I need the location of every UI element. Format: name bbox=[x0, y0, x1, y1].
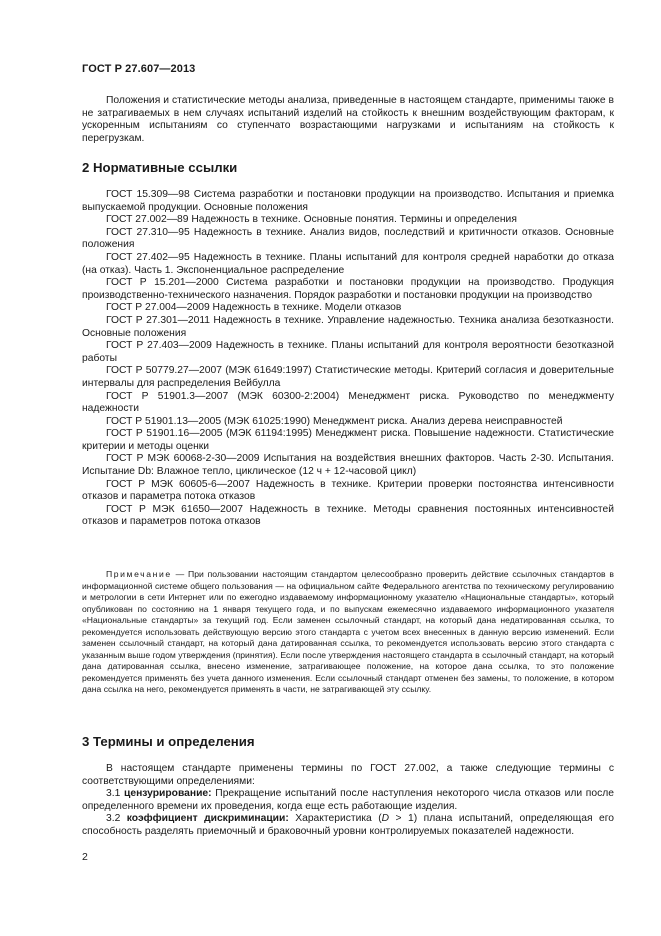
section-3-title: 3 Термины и определения bbox=[82, 734, 255, 749]
section-2-heading-block bbox=[82, 160, 614, 175]
page-number: 2 bbox=[82, 851, 88, 863]
terms-intro: В настоящем стандарте применены термины по ГОСТ 27.002, а также следующие термины с соответствующими определениями: bbox=[82, 763, 614, 787]
document-header: ГОСТ Р 27.607—2013 bbox=[82, 63, 196, 75]
ref-item: ГОСТ Р МЭК 60605-6—2007 Надежность в технике. Критерии проверки постоянства интенсивности отказов и параметра потока отказов bbox=[82, 478, 614, 503]
term-number: 3.2 bbox=[106, 813, 121, 825]
ref-item: ГОСТ Р 27.004—2009 Надежность в технике. Модели отказов bbox=[106, 302, 402, 314]
ref-item: ГОСТ Р 27.301—2011 Надежность в технике. Управление надежностью. Техника анализа безотказности. Основные положения bbox=[82, 314, 614, 339]
intro-block bbox=[82, 95, 614, 145]
ref-item: ГОСТ 27.402—95 Надежность в технике. Планы испытаний для контроля средней наработки до отказа (на отказ). Часть 1. Экспоненциальное распределение bbox=[82, 251, 614, 276]
references-list bbox=[82, 189, 614, 529]
ref-item: ГОСТ 27.002—89 Надежность в технике. Основные понятия. Термины и определения bbox=[106, 214, 517, 226]
section-2-title: 2 Нормативные ссылки bbox=[82, 160, 238, 175]
ref-item: ГОСТ Р 27.403—2009 Надежность в технике. Планы испытаний для контроля вероятности безотказной работы bbox=[82, 340, 614, 364]
intro-paragraph: Положения и статистические методы анализа, приведенные в настоящем стандарте, применимы также в не затрагиваемых в нем случаях испытаний изделий на стойкость к внешним воздействующим факторам, к ускоренным испытаниям со ступенчато возрастающими нагрузками и испытаниям на стойкость к перегрузкам. bbox=[82, 95, 614, 144]
note-text: — При пользовании настоящим стандартом целесообразно проверить действие ссылочных стандартов в информационной системе общего пользования — на официальном сайте Федерального агентства по техническому регулированию и метрологии в сети Интернет или по ежегодно издаваемому информационному указателю «Национальные стандарты», который опубликован по состоянию на 1 января текущего года, и по выпускам ежемесячно издаваемого информационного указателя «Национальные стандарты» за текущий год. Если заменен ссылочный стандарт, на который дана недатированная ссылка, то рекомендуется использовать действующую версию этого стандарта с учетом всех внесенных в данную версию изменений. Если заменен ссылочный стандарт, на который дана датированная ссылка, то рекомендуется использовать версию этого стандарта с указанным выше годом утверждения (принятия). Если после утверждения настоящего стандарта в ссылочный стандарт, на который дана датированная ссылка, внесено изменение, затрагивающее положение, на которое дана ссылка, то это положение рекомендуется применять без учета данного изменения. Если ссылочный стандарт отменен без замены, то положение, в котором дана ссылка на него, рекомендуется применять в части, не затрагивающей эту ссылку. bbox=[82, 569, 615, 694]
ref-item: ГОСТ Р 51901.16—2005 (МЭК 61194:1995) Менеджмент риска. Повышение надежности. Статистические критерии и методы оценки bbox=[82, 428, 614, 452]
ref-item: ГОСТ Р 15.201—2000 Система разработки и постановки продукции на производство. Продукция производственно-технического назначения. Порядок разработки и постановки продукции на производство bbox=[82, 277, 614, 301]
note-paragraph bbox=[82, 569, 614, 696]
term-number: 3.1 bbox=[106, 788, 121, 800]
term-definition: Прекращение испытаний после наступления некоторого числа отказов или после определенного времени их проведения, когда еще есть работающие изделия. bbox=[82, 788, 614, 812]
ref-item: ГОСТ 15.309—98 Система разработки и постановки продукции на производство. Испытания и приемка выпускаемой продукции. Основные положения bbox=[82, 189, 614, 213]
ref-item: ГОСТ Р 51901.3—2007 (МЭК 60300-2:2004) Менеджмент риска. Руководство по менеджменту надежности bbox=[82, 390, 614, 415]
section-3-heading-block bbox=[82, 734, 614, 749]
term-definition-part: > 1) плана испытаний, определяющая его способность разделять приемочный и браковочный уровни контролируемых показателей надежности. bbox=[82, 813, 614, 837]
ref-item: ГОСТ Р 50779.27—2007 (МЭК 61649:1997) Статистические методы. Критерий согласия и доверительные интервалы для распределения Вейбулла bbox=[82, 365, 614, 389]
term-name: коэффициент дискриминации: bbox=[126, 813, 289, 825]
ref-item: ГОСТ Р МЭК 60068-2-30—2009 Испытания на воздействия внешних факторов. Часть 2-30. Испытания. Испытание Db: Влажное тепло, циклическое (12 ч + 12-часовой цикл) bbox=[82, 453, 614, 478]
term-definition-part: Характеристика ( bbox=[295, 813, 382, 825]
note-block bbox=[82, 569, 614, 696]
ref-item: ГОСТ Р МЭК 61650—2007 Надежность в технике. Методы сравнения постоянных интенсивностей отказов и параметров потока отказов bbox=[82, 503, 614, 528]
terms-block bbox=[82, 763, 614, 839]
term-variable: D bbox=[381, 813, 390, 825]
term-3-2 bbox=[82, 813, 614, 838]
ref-item: ГОСТ 27.310—95 Надежность в технике. Анализ видов, последствий и критичности отказов. Основные положения bbox=[82, 226, 614, 251]
note-label: Примечание bbox=[106, 569, 172, 579]
term-3-1 bbox=[82, 788, 614, 813]
ref-item: ГОСТ Р 51901.13—2005 (МЭК 61025:1990) Менеджмент риска. Анализ дерева неисправностей bbox=[106, 415, 563, 427]
term-name: цензурирование: bbox=[124, 788, 212, 800]
